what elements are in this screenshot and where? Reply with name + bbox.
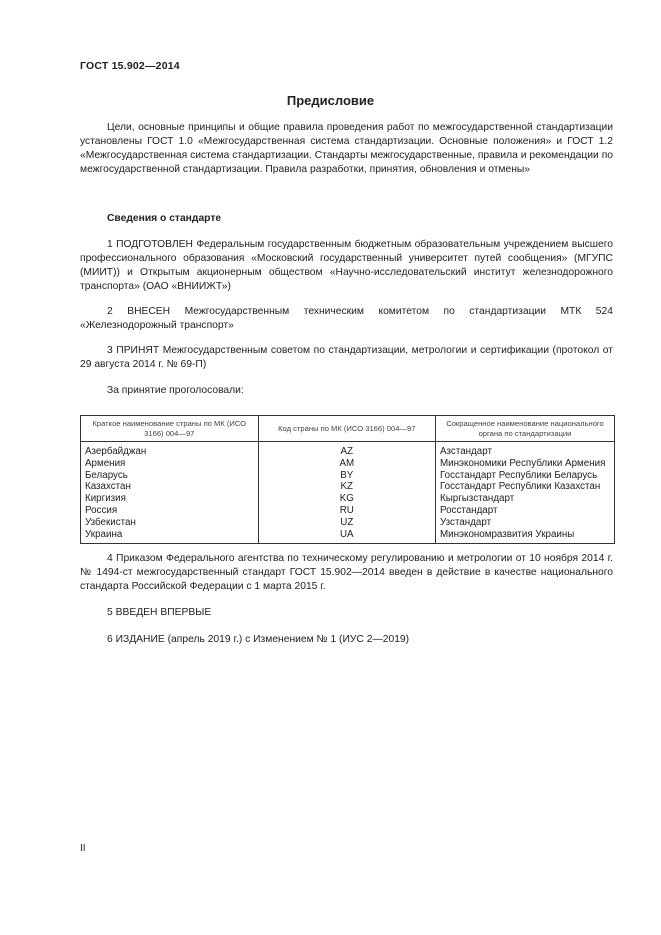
body-cell: Госстандарт Республики Казахстан	[436, 481, 615, 493]
table-row	[81, 493, 615, 505]
code-cell: RU	[258, 505, 435, 517]
body-cell: Госстандарт Республики Беларусь	[436, 470, 615, 482]
table-row	[81, 470, 615, 482]
item-first-time: 5 ВВЕДЕН ВПЕРВЫЕ	[107, 607, 212, 618]
body-cell: Кыргызстандарт	[436, 493, 615, 505]
country-cell: Киргизия	[81, 493, 259, 505]
intro-paragraph: Цели, основные принципы и общие правила проведения работ по межгосударственной стандартизации установлены ГОСТ 1.0 «Межгосударственная система стандартизации. Основные положения» и ГОСТ 1.2 «Межгосударственная система стандартизации. Стандарты межгосударственные, правила и рекомендации по межгосударственной стандартизации. Правила разработки, принятия, обновления и отмены»	[80, 122, 613, 175]
country-cell: Украина	[81, 529, 259, 544]
page-number: II	[80, 843, 86, 854]
body-cell: Росстандарт	[436, 505, 615, 517]
section-heading: Сведения о стандарте	[107, 213, 222, 224]
table-row	[81, 442, 615, 458]
table-row	[81, 481, 615, 493]
country-cell: Беларусь	[81, 470, 259, 482]
table-row	[81, 517, 615, 529]
item-introduced: 2 ВНЕСЕН Межгосударственным техническим комитетом по стандартизации МТК 524 «Железнодорожный транспорт»	[80, 306, 613, 331]
code-cell: UZ	[258, 517, 435, 529]
voting-table	[80, 415, 615, 544]
table-row	[81, 505, 615, 517]
table-row	[81, 458, 615, 470]
item-adopted: 3 ПРИНЯТ Межгосударственным советом по стандартизации, метрологии и сертификации (протокол от 29 августа 2014 г. № 69-П)	[80, 345, 613, 370]
standard-id: ГОСТ 15.902—2014	[80, 60, 180, 72]
item-order: 4 Приказом Федерального агентства по техническому регулированию и метрологии от 10 ноября 2014 г. № 1494-ст межгосударственный стандарт ГОСТ 15.902—2014 введен в действие в качестве национального стандарта Российской Федерации с 1 марта 2015 г.	[80, 553, 613, 592]
item-edition: 6 ИЗДАНИЕ (апрель 2019 г.) с Изменением № 1 (ИУС 2—2019)	[107, 634, 410, 645]
country-cell: Казахстан	[81, 481, 259, 493]
column-header-code: Код страны по МК (ИСО 3166) 004—97	[258, 416, 435, 442]
body-cell: Узстандарт	[436, 517, 615, 529]
code-cell: AZ	[258, 442, 435, 458]
body-cell: Минэкономразвития Украины	[436, 529, 615, 544]
code-cell: KG	[258, 493, 435, 505]
country-cell: Россия	[81, 505, 259, 517]
item-prepared: 1 ПОДГОТОВЛЕН Федеральным государственным бюджетным образовательным учреждением высшего профессионального образования «Московский государственный университет путей сообщения» (МГУПС (МИИТ)) и Открытым акционерным обществом «Научно-исследовательский институт железнодорожного транспорта» (ОАО «ВНИИЖТ»)	[80, 239, 613, 292]
country-cell: Армения	[81, 458, 259, 470]
body-cell: Азстандарт	[436, 442, 615, 458]
code-cell: AM	[258, 458, 435, 470]
country-cell: Узбекистан	[81, 517, 259, 529]
country-cell: Азербайджан	[81, 442, 259, 458]
page-title: Предисловие	[286, 93, 375, 108]
code-cell: BY	[258, 470, 435, 482]
voted-label: За принятие проголосовали:	[107, 385, 244, 396]
column-header-country: Краткое наименование страны по МК (ИСО 3166) 004—97	[81, 416, 259, 442]
column-header-body: Сокращенное наименование национального органа по стандартизации	[436, 416, 615, 442]
table-row	[81, 529, 615, 544]
body-cell: Минэкономики Республики Армения	[436, 458, 615, 470]
code-cell: UA	[258, 529, 435, 544]
table-header-row	[81, 416, 615, 442]
code-cell: KZ	[258, 481, 435, 493]
